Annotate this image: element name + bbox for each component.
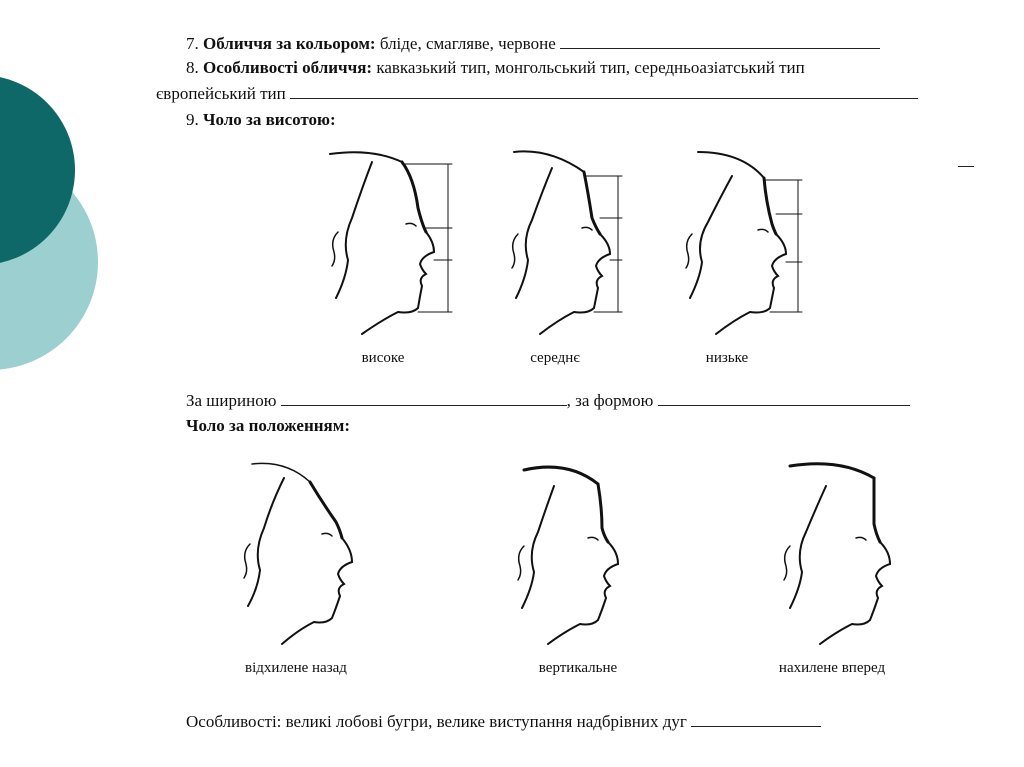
item-7-number: 7. bbox=[186, 34, 199, 53]
eye-line bbox=[322, 533, 332, 536]
figure-forehead-low bbox=[672, 148, 812, 343]
item-8-label: Особливості обличчя: bbox=[203, 58, 373, 77]
eye-line bbox=[856, 537, 866, 540]
ear-line bbox=[784, 546, 790, 580]
profile-line bbox=[716, 234, 786, 334]
ear-line bbox=[332, 232, 338, 266]
forehead-line bbox=[874, 478, 880, 542]
item-9-label: Чоло за висотою: bbox=[203, 110, 336, 129]
item-8-number: 8. bbox=[186, 58, 199, 77]
features-blank[interactable] bbox=[691, 712, 821, 727]
back-head-line bbox=[248, 478, 284, 606]
item-8-line bbox=[186, 58, 961, 78]
item-9-line bbox=[186, 110, 961, 130]
hair-line bbox=[790, 464, 874, 478]
back-head-line bbox=[516, 168, 552, 298]
measure-ticks bbox=[402, 164, 452, 312]
item-8-blank[interactable] bbox=[290, 84, 918, 99]
profile-line bbox=[548, 542, 618, 644]
forehead-line bbox=[584, 172, 600, 234]
position-heading-line bbox=[186, 416, 961, 436]
ear-line bbox=[518, 546, 524, 580]
figure-forehead-middle bbox=[500, 148, 640, 343]
forehead-line bbox=[402, 162, 426, 232]
width-form-line bbox=[186, 391, 961, 411]
figure-forehead-high bbox=[322, 148, 462, 343]
item-7-options: бліде, смагляве, червоне bbox=[379, 34, 556, 53]
ear-line bbox=[512, 234, 518, 268]
decorative-circles bbox=[0, 0, 120, 767]
forehead-line bbox=[764, 178, 776, 234]
hair-line bbox=[698, 152, 764, 178]
item-7-blank[interactable] bbox=[560, 34, 880, 49]
forehead-line bbox=[598, 484, 608, 542]
caption-backward: відхилене назад bbox=[245, 660, 347, 676]
eye-line bbox=[406, 223, 416, 226]
stray-dash bbox=[958, 166, 974, 167]
width-label: За шириною bbox=[186, 391, 277, 410]
figure-forehead-vertical bbox=[508, 458, 638, 653]
profile-line bbox=[362, 232, 434, 334]
hair-line bbox=[514, 151, 584, 172]
form-blank[interactable] bbox=[658, 391, 910, 406]
item-7-line bbox=[186, 34, 961, 54]
position-heading: Чоло за положенням: bbox=[186, 416, 350, 435]
eye-line bbox=[588, 537, 598, 540]
hair-line bbox=[330, 152, 402, 162]
item-7-label: Обличчя за кольором: bbox=[203, 34, 376, 53]
back-head-line bbox=[336, 162, 372, 298]
ear-line bbox=[686, 234, 692, 268]
hair-line bbox=[524, 467, 598, 484]
caption-low: низьке bbox=[705, 350, 749, 366]
caption-high: високе bbox=[361, 350, 405, 366]
form-label: , за формою bbox=[566, 391, 654, 410]
caption-middle: середнє bbox=[530, 350, 580, 366]
hair-line bbox=[252, 463, 310, 482]
profile-line bbox=[282, 538, 352, 644]
item-8-continuation-line bbox=[156, 84, 961, 104]
back-head-line bbox=[690, 176, 732, 298]
back-head-line bbox=[790, 486, 826, 608]
profile-line bbox=[820, 542, 890, 644]
features-text: Особливості: великі лобові бугри, велике виступання надбрівних дуг bbox=[186, 712, 687, 731]
eye-line bbox=[582, 227, 592, 230]
forehead-line bbox=[310, 482, 342, 538]
figure-forehead-forward bbox=[770, 458, 900, 653]
caption-vertical: вертикальне bbox=[538, 660, 618, 676]
measure-ticks bbox=[764, 180, 802, 312]
ear-line bbox=[244, 544, 250, 578]
item-8-continuation: європейський тип bbox=[156, 84, 286, 103]
eye-line bbox=[758, 229, 768, 232]
figure-forehead-backward bbox=[232, 458, 362, 653]
features-line bbox=[186, 712, 961, 732]
item-9-number: 9. bbox=[186, 110, 199, 129]
back-head-line bbox=[522, 486, 554, 608]
width-blank[interactable] bbox=[281, 391, 567, 406]
caption-forward: нахилене вперед bbox=[778, 660, 886, 676]
profile-line bbox=[540, 234, 610, 334]
item-8-options: кавказький тип, монгольський тип, середньоазіатський тип bbox=[376, 58, 805, 77]
